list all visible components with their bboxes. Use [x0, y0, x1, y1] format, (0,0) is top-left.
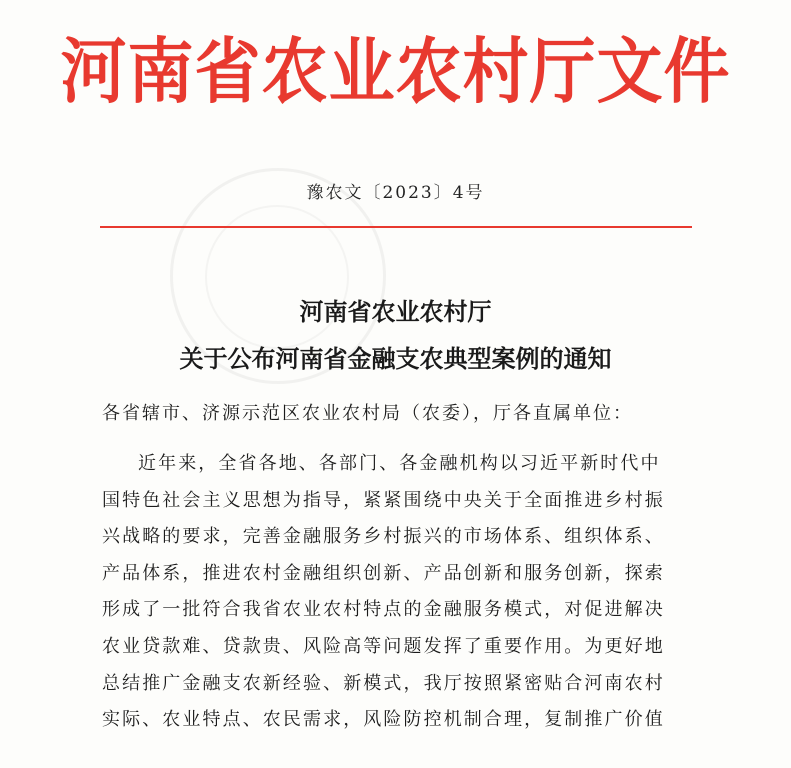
body-line: 产品体系，推进农村金融组织创新、产品创新和服务创新，探索: [102, 562, 665, 584]
body-line: 农业贷款难、贷款贵、风险高等问题发挥了重要作用。为更好地: [102, 635, 665, 657]
red-divider-line: [100, 226, 692, 228]
body-line: 国特色社会主义思想为指导，紧紧围绕中央关于全面推进乡村振: [102, 489, 665, 511]
notice-title-line-2: 关于公布河南省金融支农典型案例的通知: [179, 345, 612, 373]
body-line: 近年来，全省各地、各部门、各金融机构以习近平新时代中: [138, 453, 661, 474]
document-number: 豫农文〔2023〕4号: [306, 183, 485, 203]
body-line: 兴战略的要求，完善金融服务乡村振兴的市场体系、组织体系、: [102, 526, 665, 548]
body-line: 形成了一批符合我省农业农村特点的金融服务模式，对促进解决: [102, 599, 665, 621]
notice-title-line-1: 河南省农业农村厅: [299, 298, 492, 326]
body-paragraph: [102, 446, 702, 739]
document-masthead: 河南省农业农村厅文件: [60, 29, 731, 114]
body-line: 总结推广金融支农新经验、新模式，我厅按照紧密贴合河南农村: [102, 672, 665, 694]
body-line: 实际、农业特点、农民需求，风险防控机制合理，复制推广价值: [102, 709, 665, 731]
addressee-line: 各省辖市、济源示范区农业农村局（农委），厅各直属单位：: [102, 403, 633, 424]
